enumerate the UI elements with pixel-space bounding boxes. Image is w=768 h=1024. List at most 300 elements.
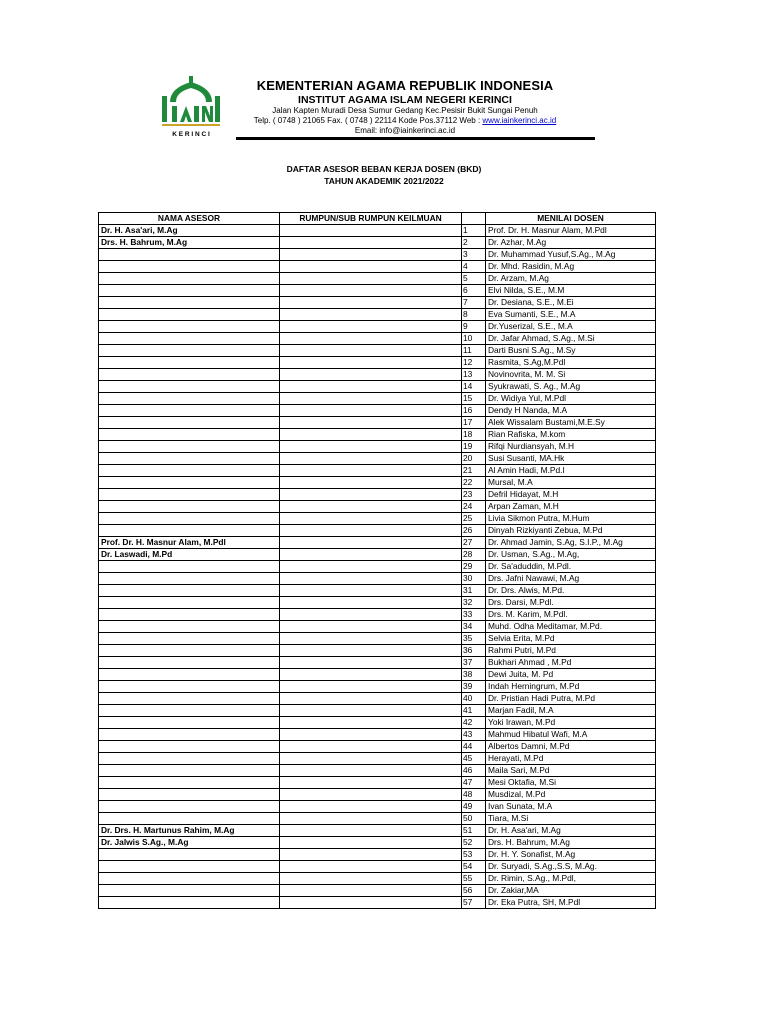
cell-number: 28 bbox=[462, 549, 486, 561]
cell-nama-asesor bbox=[99, 765, 280, 777]
cell-menilai-dosen: Dr. Drs. Alwis, M.Pd. bbox=[486, 585, 656, 597]
table-row bbox=[99, 441, 656, 453]
cell-number: 47 bbox=[462, 777, 486, 789]
table-row bbox=[99, 417, 656, 429]
cell-menilai-dosen: Dr. Suryadi, S.Ag.,S.S, M.Ag. bbox=[486, 861, 656, 873]
cell-rumpun bbox=[280, 513, 462, 525]
cell-number: 20 bbox=[462, 453, 486, 465]
cell-menilai-dosen: Mursal, M.A bbox=[486, 477, 656, 489]
cell-menilai-dosen: Novinovrita, M. M. Si bbox=[486, 369, 656, 381]
cell-menilai-dosen: Marjan Fadil, M.A bbox=[486, 705, 656, 717]
cell-nama-asesor bbox=[99, 417, 280, 429]
cell-menilai-dosen: Bukhari Ahmad , M.Pd bbox=[486, 657, 656, 669]
cell-rumpun bbox=[280, 273, 462, 285]
cell-menilai-dosen: Dr. Pristian Hadi Putra, M.Pd bbox=[486, 693, 656, 705]
cell-rumpun bbox=[280, 549, 462, 561]
cell-number: 31 bbox=[462, 585, 486, 597]
cell-number: 10 bbox=[462, 333, 486, 345]
cell-nama-asesor bbox=[99, 489, 280, 501]
cell-number: 26 bbox=[462, 525, 486, 537]
phone-fax: Telp. ( 0748 ) 21065 Fax. ( 0748 ) 22114 Kode Pos.37112 Web : bbox=[253, 116, 483, 125]
header-rumpun: RUMPUN/SUB RUMPUN KEILMUAN bbox=[280, 213, 462, 225]
cell-rumpun bbox=[280, 501, 462, 513]
cell-rumpun bbox=[280, 669, 462, 681]
cell-number: 32 bbox=[462, 597, 486, 609]
cell-rumpun bbox=[280, 237, 462, 249]
table-row bbox=[99, 585, 656, 597]
cell-rumpun bbox=[280, 609, 462, 621]
cell-number: 37 bbox=[462, 657, 486, 669]
cell-menilai-dosen: Dr. Usman, S.Ag., M.Ag, bbox=[486, 549, 656, 561]
cell-menilai-dosen: Muhd. Odha Meditamar, M.Pd. bbox=[486, 621, 656, 633]
cell-number: 1 bbox=[462, 225, 486, 237]
cell-rumpun bbox=[280, 249, 462, 261]
table-row bbox=[99, 561, 656, 573]
letterhead-divider bbox=[236, 137, 595, 140]
cell-number: 18 bbox=[462, 429, 486, 441]
cell-rumpun bbox=[280, 573, 462, 585]
cell-rumpun bbox=[280, 633, 462, 645]
cell-number: 27 bbox=[462, 537, 486, 549]
cell-number: 23 bbox=[462, 489, 486, 501]
table-row bbox=[99, 261, 656, 273]
table-row bbox=[99, 777, 656, 789]
table-row bbox=[99, 765, 656, 777]
cell-number: 42 bbox=[462, 717, 486, 729]
cell-menilai-dosen: Dr. Mhd. Rasidin, M.Ag bbox=[486, 261, 656, 273]
cell-rumpun bbox=[280, 681, 462, 693]
cell-number: 9 bbox=[462, 321, 486, 333]
iain-kerinci-logo-icon bbox=[160, 76, 222, 138]
cell-number: 14 bbox=[462, 381, 486, 393]
cell-rumpun bbox=[280, 285, 462, 297]
table-row bbox=[99, 405, 656, 417]
cell-menilai-dosen: Dr. Arzam, M.Ag bbox=[486, 273, 656, 285]
cell-menilai-dosen: Drs. Jafni Nawawi, M.Ag bbox=[486, 573, 656, 585]
cell-number: 25 bbox=[462, 513, 486, 525]
cell-number: 55 bbox=[462, 873, 486, 885]
cell-menilai-dosen: Musdizal, M.Pd bbox=[486, 789, 656, 801]
cell-rumpun bbox=[280, 525, 462, 537]
cell-nama-asesor: Dr. H. Asa'ari, M.Ag bbox=[99, 225, 280, 237]
cell-nama-asesor bbox=[99, 441, 280, 453]
table-row bbox=[99, 285, 656, 297]
table-row bbox=[99, 885, 656, 897]
cell-rumpun bbox=[280, 561, 462, 573]
cell-number: 49 bbox=[462, 801, 486, 813]
cell-menilai-dosen: Ivan Sunata, M.A bbox=[486, 801, 656, 813]
cell-nama-asesor: Prof. Dr. H. Masnur Alam, M.Pdl bbox=[99, 537, 280, 549]
table-row bbox=[99, 741, 656, 753]
cell-nama-asesor bbox=[99, 873, 280, 885]
cell-menilai-dosen: Rifqi Nurdiansyah, M.H bbox=[486, 441, 656, 453]
cell-nama-asesor bbox=[99, 621, 280, 633]
cell-rumpun bbox=[280, 849, 462, 861]
cell-nama-asesor bbox=[99, 357, 280, 369]
cell-nama-asesor bbox=[99, 477, 280, 489]
cell-nama-asesor bbox=[99, 333, 280, 345]
cell-number: 54 bbox=[462, 861, 486, 873]
table-row bbox=[99, 333, 656, 345]
table-row bbox=[99, 897, 656, 909]
document-title bbox=[0, 163, 768, 187]
cell-nama-asesor: Dr. Jalwis S.Ag., M.Ag bbox=[99, 837, 280, 849]
cell-menilai-dosen: Darti Busni S.Ag., M.Sy bbox=[486, 345, 656, 357]
table-row bbox=[99, 369, 656, 381]
cell-menilai-dosen: Alek Wissalam Bustami,M.E.Sy bbox=[486, 417, 656, 429]
table-row bbox=[99, 825, 656, 837]
cell-menilai-dosen: Livia Sikmon Putra, M.Hum bbox=[486, 513, 656, 525]
cell-number: 35 bbox=[462, 633, 486, 645]
cell-nama-asesor bbox=[99, 657, 280, 669]
cell-nama-asesor bbox=[99, 645, 280, 657]
cell-number: 17 bbox=[462, 417, 486, 429]
cell-menilai-dosen: Syukrawati, S. Ag., M.Ag bbox=[486, 381, 656, 393]
table-row bbox=[99, 633, 656, 645]
cell-number: 22 bbox=[462, 477, 486, 489]
table-body bbox=[99, 225, 656, 909]
cell-rumpun bbox=[280, 825, 462, 837]
cell-nama-asesor bbox=[99, 405, 280, 417]
table-row bbox=[99, 681, 656, 693]
cell-nama-asesor: Drs. H. Bahrum, M.Ag bbox=[99, 237, 280, 249]
cell-rumpun bbox=[280, 405, 462, 417]
cell-rumpun bbox=[280, 537, 462, 549]
cell-nama-asesor bbox=[99, 849, 280, 861]
cell-menilai-dosen: Albertos Damni, M.Pd bbox=[486, 741, 656, 753]
cell-menilai-dosen: Al Amin Hadi, M.Pd.I bbox=[486, 465, 656, 477]
cell-menilai-dosen: Susi Susanti, MA.Hk bbox=[486, 453, 656, 465]
table-row bbox=[99, 249, 656, 261]
cell-rumpun bbox=[280, 477, 462, 489]
cell-number: 24 bbox=[462, 501, 486, 513]
cell-rumpun bbox=[280, 693, 462, 705]
cell-rumpun bbox=[280, 597, 462, 609]
cell-nama-asesor bbox=[99, 885, 280, 897]
cell-menilai-dosen: Herayati, M.Pd bbox=[486, 753, 656, 765]
table-row bbox=[99, 501, 656, 513]
cell-nama-asesor: Dr. Laswadi, M.Pd bbox=[99, 549, 280, 561]
cell-number: 19 bbox=[462, 441, 486, 453]
email-line: Email: info@iainkerinci.ac.id bbox=[354, 126, 456, 135]
cell-rumpun bbox=[280, 861, 462, 873]
cell-rumpun bbox=[280, 777, 462, 789]
cell-nama-asesor bbox=[99, 741, 280, 753]
cell-number: 38 bbox=[462, 669, 486, 681]
table-row bbox=[99, 849, 656, 861]
table-row bbox=[99, 813, 656, 825]
cell-rumpun bbox=[280, 753, 462, 765]
cell-menilai-dosen: Dr. H. Asa'ari, M.Ag bbox=[486, 825, 656, 837]
cell-number: 4 bbox=[462, 261, 486, 273]
cell-nama-asesor bbox=[99, 777, 280, 789]
cell-number: 51 bbox=[462, 825, 486, 837]
cell-rumpun bbox=[280, 417, 462, 429]
cell-rumpun bbox=[280, 429, 462, 441]
cell-rumpun bbox=[280, 345, 462, 357]
cell-nama-asesor bbox=[99, 681, 280, 693]
cell-number: 53 bbox=[462, 849, 486, 861]
cell-nama-asesor bbox=[99, 273, 280, 285]
cell-menilai-dosen: Tiara, M.Si bbox=[486, 813, 656, 825]
cell-nama-asesor bbox=[99, 525, 280, 537]
table-row bbox=[99, 309, 656, 321]
cell-rumpun bbox=[280, 801, 462, 813]
cell-menilai-dosen: Yoki Irawan, M.Pd bbox=[486, 717, 656, 729]
cell-rumpun bbox=[280, 369, 462, 381]
table-row bbox=[99, 477, 656, 489]
cell-nama-asesor bbox=[99, 429, 280, 441]
cell-nama-asesor bbox=[99, 297, 280, 309]
cell-menilai-dosen: Arpan Zaman, M.H bbox=[486, 501, 656, 513]
cell-nama-asesor bbox=[99, 561, 280, 573]
table-row bbox=[99, 609, 656, 621]
cell-menilai-dosen: Dr. Zakiar,MA bbox=[486, 885, 656, 897]
table-row bbox=[99, 717, 656, 729]
table-row bbox=[99, 489, 656, 501]
cell-menilai-dosen: Dr. Ahmad Jamin, S.Ag, S.I.P., M.Ag bbox=[486, 537, 656, 549]
ministry-name: KEMENTERIAN AGAMA REPUBLIK INDONESIA bbox=[256, 78, 554, 93]
cell-rumpun bbox=[280, 261, 462, 273]
cell-menilai-dosen: Dr. Jafar Ahmad, S.Ag., M.Si bbox=[486, 333, 656, 345]
contact-line bbox=[230, 116, 580, 126]
header-number bbox=[462, 213, 486, 225]
cell-nama-asesor bbox=[99, 801, 280, 813]
table-row bbox=[99, 873, 656, 885]
cell-rumpun bbox=[280, 873, 462, 885]
title-line-1: DAFTAR ASESOR BEBAN KERJA DOSEN (BKD) bbox=[286, 164, 482, 174]
cell-rumpun bbox=[280, 885, 462, 897]
letterhead bbox=[0, 0, 768, 145]
cell-nama-asesor bbox=[99, 585, 280, 597]
cell-number: 30 bbox=[462, 573, 486, 585]
cell-menilai-dosen: Mahmud Hibatul Wafi, M.A bbox=[486, 729, 656, 741]
table-row bbox=[99, 753, 656, 765]
cell-number: 7 bbox=[462, 297, 486, 309]
table-row bbox=[99, 297, 656, 309]
cell-rumpun bbox=[280, 897, 462, 909]
cell-nama-asesor bbox=[99, 669, 280, 681]
cell-menilai-dosen: Dr. H. Y. Sonafist, M.Ag bbox=[486, 849, 656, 861]
cell-nama-asesor bbox=[99, 609, 280, 621]
cell-nama-asesor bbox=[99, 369, 280, 381]
cell-nama-asesor bbox=[99, 381, 280, 393]
cell-nama-asesor bbox=[99, 453, 280, 465]
cell-number: 57 bbox=[462, 897, 486, 909]
cell-rumpun bbox=[280, 705, 462, 717]
cell-menilai-dosen: Dinyah Rizkiyanti Zebua, M.Pd bbox=[486, 525, 656, 537]
cell-menilai-dosen: Maila Sari, M.Pd bbox=[486, 765, 656, 777]
cell-rumpun bbox=[280, 621, 462, 633]
cell-number: 48 bbox=[462, 789, 486, 801]
cell-rumpun bbox=[280, 441, 462, 453]
cell-number: 15 bbox=[462, 393, 486, 405]
cell-menilai-dosen: Rian Rafiska, M.kom bbox=[486, 429, 656, 441]
table-row bbox=[99, 225, 656, 237]
table-row bbox=[99, 465, 656, 477]
cell-number: 5 bbox=[462, 273, 486, 285]
cell-rumpun bbox=[280, 321, 462, 333]
cell-nama-asesor bbox=[99, 753, 280, 765]
table-row bbox=[99, 705, 656, 717]
cell-number: 52 bbox=[462, 837, 486, 849]
cell-number: 3 bbox=[462, 249, 486, 261]
cell-menilai-dosen: Mesi Oktafia, M.Si bbox=[486, 777, 656, 789]
cell-nama-asesor bbox=[99, 897, 280, 909]
cell-menilai-dosen: Dr. Muhammad Yusuf,S.Ag., M.Ag bbox=[486, 249, 656, 261]
table-row bbox=[99, 357, 656, 369]
cell-menilai-dosen: Rahmi Putri, M.Pd bbox=[486, 645, 656, 657]
cell-nama-asesor bbox=[99, 465, 280, 477]
asesor-table bbox=[98, 212, 656, 909]
table-row bbox=[99, 345, 656, 357]
cell-rumpun bbox=[280, 333, 462, 345]
table-row bbox=[99, 861, 656, 873]
cell-nama-asesor bbox=[99, 861, 280, 873]
table-row bbox=[99, 657, 656, 669]
table-row bbox=[99, 273, 656, 285]
cell-menilai-dosen: Dr. Rimin, S.Ag., M.Pdl, bbox=[486, 873, 656, 885]
table-row bbox=[99, 573, 656, 585]
cell-menilai-dosen: Rasmita, S.Ag,M.Pdl bbox=[486, 357, 656, 369]
cell-nama-asesor bbox=[99, 321, 280, 333]
cell-rumpun bbox=[280, 717, 462, 729]
cell-rumpun bbox=[280, 357, 462, 369]
table-header-row bbox=[99, 213, 656, 225]
table-row bbox=[99, 789, 656, 801]
cell-rumpun bbox=[280, 729, 462, 741]
header-nama-asesor: NAMA ASESOR bbox=[99, 213, 280, 225]
table-row bbox=[99, 429, 656, 441]
cell-menilai-dosen: Dr.Yuserizal, S.E., M.A bbox=[486, 321, 656, 333]
cell-number: 21 bbox=[462, 465, 486, 477]
cell-number: 44 bbox=[462, 741, 486, 753]
table-row bbox=[99, 513, 656, 525]
cell-menilai-dosen: Dr. Sa'aduddin, M.Pdl. bbox=[486, 561, 656, 573]
address-line: Jalan Kapten Muradi Desa Sumur Gedang Kec.Pesisir Bukit Sungai Penuh bbox=[272, 106, 538, 115]
cell-number: 11 bbox=[462, 345, 486, 357]
cell-rumpun bbox=[280, 789, 462, 801]
cell-rumpun bbox=[280, 465, 462, 477]
table-row bbox=[99, 693, 656, 705]
cell-rumpun bbox=[280, 393, 462, 405]
cell-menilai-dosen: Dr. Desiana, S.E., M.Ei bbox=[486, 297, 656, 309]
cell-menilai-dosen: Eva Sumanti, S.E., M.A bbox=[486, 309, 656, 321]
cell-menilai-dosen: Prof. Dr. H. Masnur Alam, M.Pdl bbox=[486, 225, 656, 237]
table-row bbox=[99, 597, 656, 609]
cell-rumpun bbox=[280, 741, 462, 753]
cell-number: 36 bbox=[462, 645, 486, 657]
table-row bbox=[99, 621, 656, 633]
table-row bbox=[99, 729, 656, 741]
cell-rumpun bbox=[280, 225, 462, 237]
cell-nama-asesor bbox=[99, 513, 280, 525]
cell-menilai-dosen: Drs. Darsi, M.Pdl. bbox=[486, 597, 656, 609]
cell-rumpun bbox=[280, 381, 462, 393]
cell-rumpun bbox=[280, 297, 462, 309]
cell-nama-asesor bbox=[99, 717, 280, 729]
cell-number: 13 bbox=[462, 369, 486, 381]
cell-rumpun bbox=[280, 837, 462, 849]
cell-menilai-dosen: Selvia Erita, M.Pd bbox=[486, 633, 656, 645]
cell-menilai-dosen: Indah Herningrum, M.Pd bbox=[486, 681, 656, 693]
institute-name: INSTITUT AGAMA ISLAM NEGERI KERINCI bbox=[298, 94, 512, 106]
cell-number: 56 bbox=[462, 885, 486, 897]
table-row bbox=[99, 645, 656, 657]
cell-number: 8 bbox=[462, 309, 486, 321]
table-row bbox=[99, 321, 656, 333]
cell-nama-asesor bbox=[99, 729, 280, 741]
cell-number: 39 bbox=[462, 681, 486, 693]
cell-menilai-dosen: Dr. Azhar, M.Ag bbox=[486, 237, 656, 249]
cell-nama-asesor bbox=[99, 693, 280, 705]
cell-rumpun bbox=[280, 489, 462, 501]
cell-nama-asesor bbox=[99, 309, 280, 321]
letterhead-text bbox=[230, 78, 580, 136]
cell-nama-asesor bbox=[99, 789, 280, 801]
website-link[interactable]: www.iainkerinci.ac.id bbox=[482, 116, 557, 125]
cell-menilai-dosen: Dewi Juita, M. Pd bbox=[486, 669, 656, 681]
cell-number: 29 bbox=[462, 561, 486, 573]
cell-number: 46 bbox=[462, 765, 486, 777]
cell-nama-asesor bbox=[99, 261, 280, 273]
table-row bbox=[99, 381, 656, 393]
table-row bbox=[99, 537, 656, 549]
cell-menilai-dosen: Dr. Widiya Yul, M.Pdl bbox=[486, 393, 656, 405]
table-row bbox=[99, 453, 656, 465]
table-row bbox=[99, 525, 656, 537]
cell-nama-asesor bbox=[99, 705, 280, 717]
table-row bbox=[99, 393, 656, 405]
cell-nama-asesor bbox=[99, 345, 280, 357]
title-line-2: TAHUN AKADEMIK 2021/2022 bbox=[324, 176, 444, 186]
cell-rumpun bbox=[280, 657, 462, 669]
cell-number: 16 bbox=[462, 405, 486, 417]
cell-menilai-dosen: Elvi Nilda, S.E., M.M bbox=[486, 285, 656, 297]
cell-number: 43 bbox=[462, 729, 486, 741]
cell-nama-asesor bbox=[99, 813, 280, 825]
header-menilai-dosen: MENILAI DOSEN bbox=[486, 213, 656, 225]
cell-number: 41 bbox=[462, 705, 486, 717]
cell-nama-asesor bbox=[99, 393, 280, 405]
cell-number: 34 bbox=[462, 621, 486, 633]
cell-menilai-dosen: Drs. H. Bahrum, M.Ag bbox=[486, 837, 656, 849]
cell-number: 50 bbox=[462, 813, 486, 825]
cell-rumpun bbox=[280, 585, 462, 597]
table-row bbox=[99, 669, 656, 681]
table-row bbox=[99, 237, 656, 249]
table-row bbox=[99, 837, 656, 849]
cell-nama-asesor bbox=[99, 249, 280, 261]
cell-rumpun bbox=[280, 765, 462, 777]
cell-menilai-dosen: Drs. M. Karim, M.Pdl. bbox=[486, 609, 656, 621]
cell-number: 12 bbox=[462, 357, 486, 369]
cell-rumpun bbox=[280, 309, 462, 321]
cell-nama-asesor: Dr. Drs. H. Martunus Rahim, M.Ag bbox=[99, 825, 280, 837]
cell-rumpun bbox=[280, 453, 462, 465]
svg-text:K E R I N C I: K E R I N C I bbox=[172, 131, 210, 138]
cell-number: 6 bbox=[462, 285, 486, 297]
table-row bbox=[99, 801, 656, 813]
cell-menilai-dosen: Defril Hidayat, M.H bbox=[486, 489, 656, 501]
cell-rumpun bbox=[280, 645, 462, 657]
cell-nama-asesor bbox=[99, 597, 280, 609]
cell-menilai-dosen: Dendy H Nanda, M.A bbox=[486, 405, 656, 417]
cell-number: 33 bbox=[462, 609, 486, 621]
cell-menilai-dosen: Dr. Eka Putra, SH, M.Pdl bbox=[486, 897, 656, 909]
cell-nama-asesor bbox=[99, 573, 280, 585]
cell-nama-asesor bbox=[99, 285, 280, 297]
